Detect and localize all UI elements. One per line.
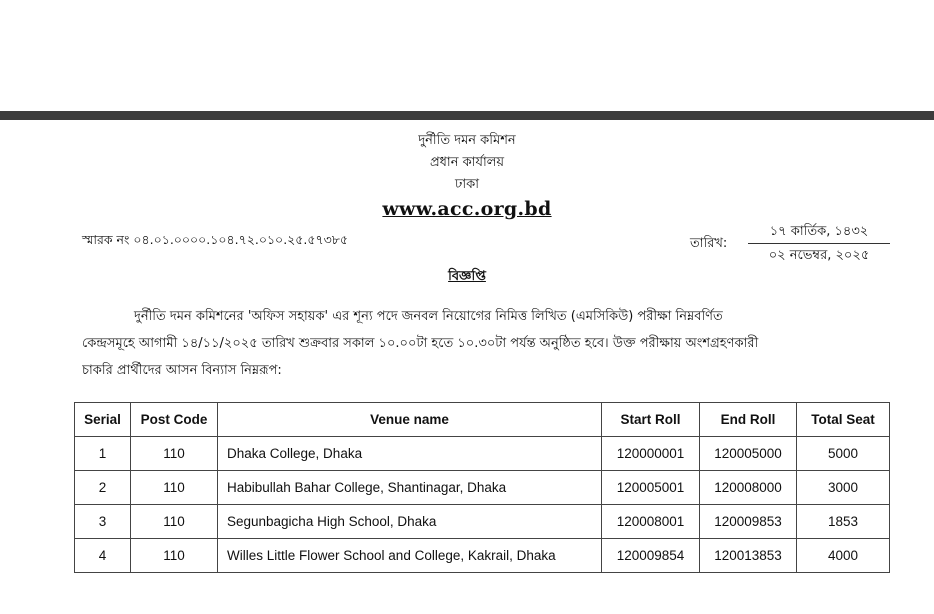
notice-line: দুর্নীতি দমন কমিশনের 'অফিস সহায়ক' এর শূন্য পদে জনবল নিয়োগের নিমিত্ত লিখিত (এমসিকিউ) পরীক্ষা নিম্নবর্ণিত [134,309,723,324]
cell-serial: 1 [75,437,131,471]
cell-start-roll: 120008001 [602,505,700,539]
cell-serial: 2 [75,471,131,505]
header-venue-name: Venue name [218,403,602,437]
header-post-code: Post Code [131,403,218,437]
cell-venue: Dhaka College, Dhaka [218,437,602,471]
cell-end-roll: 120008000 [700,471,797,505]
table-row [75,471,890,505]
header-start-roll: Start Roll [602,403,700,437]
cell-start-roll: 120000001 [602,437,700,471]
website-link[interactable]: www.acc.org.bd [382,198,552,220]
header-total-seat: Total Seat [797,403,890,437]
gregorian-date: ০২ নভেম্বর, ২০২৫ [768,248,870,263]
cell-post-code: 110 [131,505,218,539]
cell-venue: Habibullah Bahar College, Shantinagar, Dhaka [218,471,602,505]
date-fraction [748,222,890,266]
cell-total-seat: 1853 [797,505,890,539]
table-header-row [75,403,890,437]
cell-end-roll: 120013853 [700,539,797,573]
cell-start-roll: 120005001 [602,471,700,505]
top-divider-bar [0,111,934,120]
header-end-roll: End Roll [700,403,797,437]
cell-total-seat: 5000 [797,437,890,471]
city-name: ঢাকা [455,177,479,192]
organization-name: দুর্নীতি দমন কমিশন [418,133,516,148]
notice-line: কেন্দ্রসমূহে আগামী ১৪/১১/২০২৫ তারিখ শুক্রবার সকাল ১০.০০টা হতে ১০.৩০টা পর্যন্ত অনুষ্ঠিত হবে। উক্ত পরীক্ষায় অংশগ্রহণকারী [82,336,759,351]
cell-post-code: 110 [131,539,218,573]
cell-serial: 3 [75,505,131,539]
cell-post-code: 110 [131,437,218,471]
letterhead [0,130,934,222]
date-label: তারিখ: [690,236,728,251]
date-divider [748,243,890,244]
cell-serial: 4 [75,539,131,573]
table-row [75,437,890,471]
venue-table [74,402,890,573]
notice-line: চাকরি প্রার্থীদের আসন বিন্যাস নিম্নরূপ: [82,363,282,378]
cell-venue: Segunbagicha High School, Dhaka [218,505,602,539]
cell-end-roll: 120005000 [700,437,797,471]
cell-end-roll: 120009853 [700,505,797,539]
cell-total-seat: 4000 [797,539,890,573]
cell-post-code: 110 [131,471,218,505]
cell-venue: Willes Little Flower School and College, Kakrail, Dhaka [218,539,602,573]
table-row [75,505,890,539]
notice-body [82,303,890,384]
memo-number: স্মারক নং ০৪.০১.০০০০.১০৪.৭২.০১০.২৫.৫৭৩৮৫ [82,232,348,247]
bangla-date: ১৭ কার্তিক, ১৪৩২ [769,224,869,239]
header-serial: Serial [75,403,131,437]
office-name: প্রধান কার্যালয় [429,155,505,170]
cell-total-seat: 3000 [797,471,890,505]
date-block [690,222,890,266]
table-row [75,539,890,573]
cell-start-roll: 120009854 [602,539,700,573]
notice-title: বিজ্ঞপ্তি [448,269,486,284]
